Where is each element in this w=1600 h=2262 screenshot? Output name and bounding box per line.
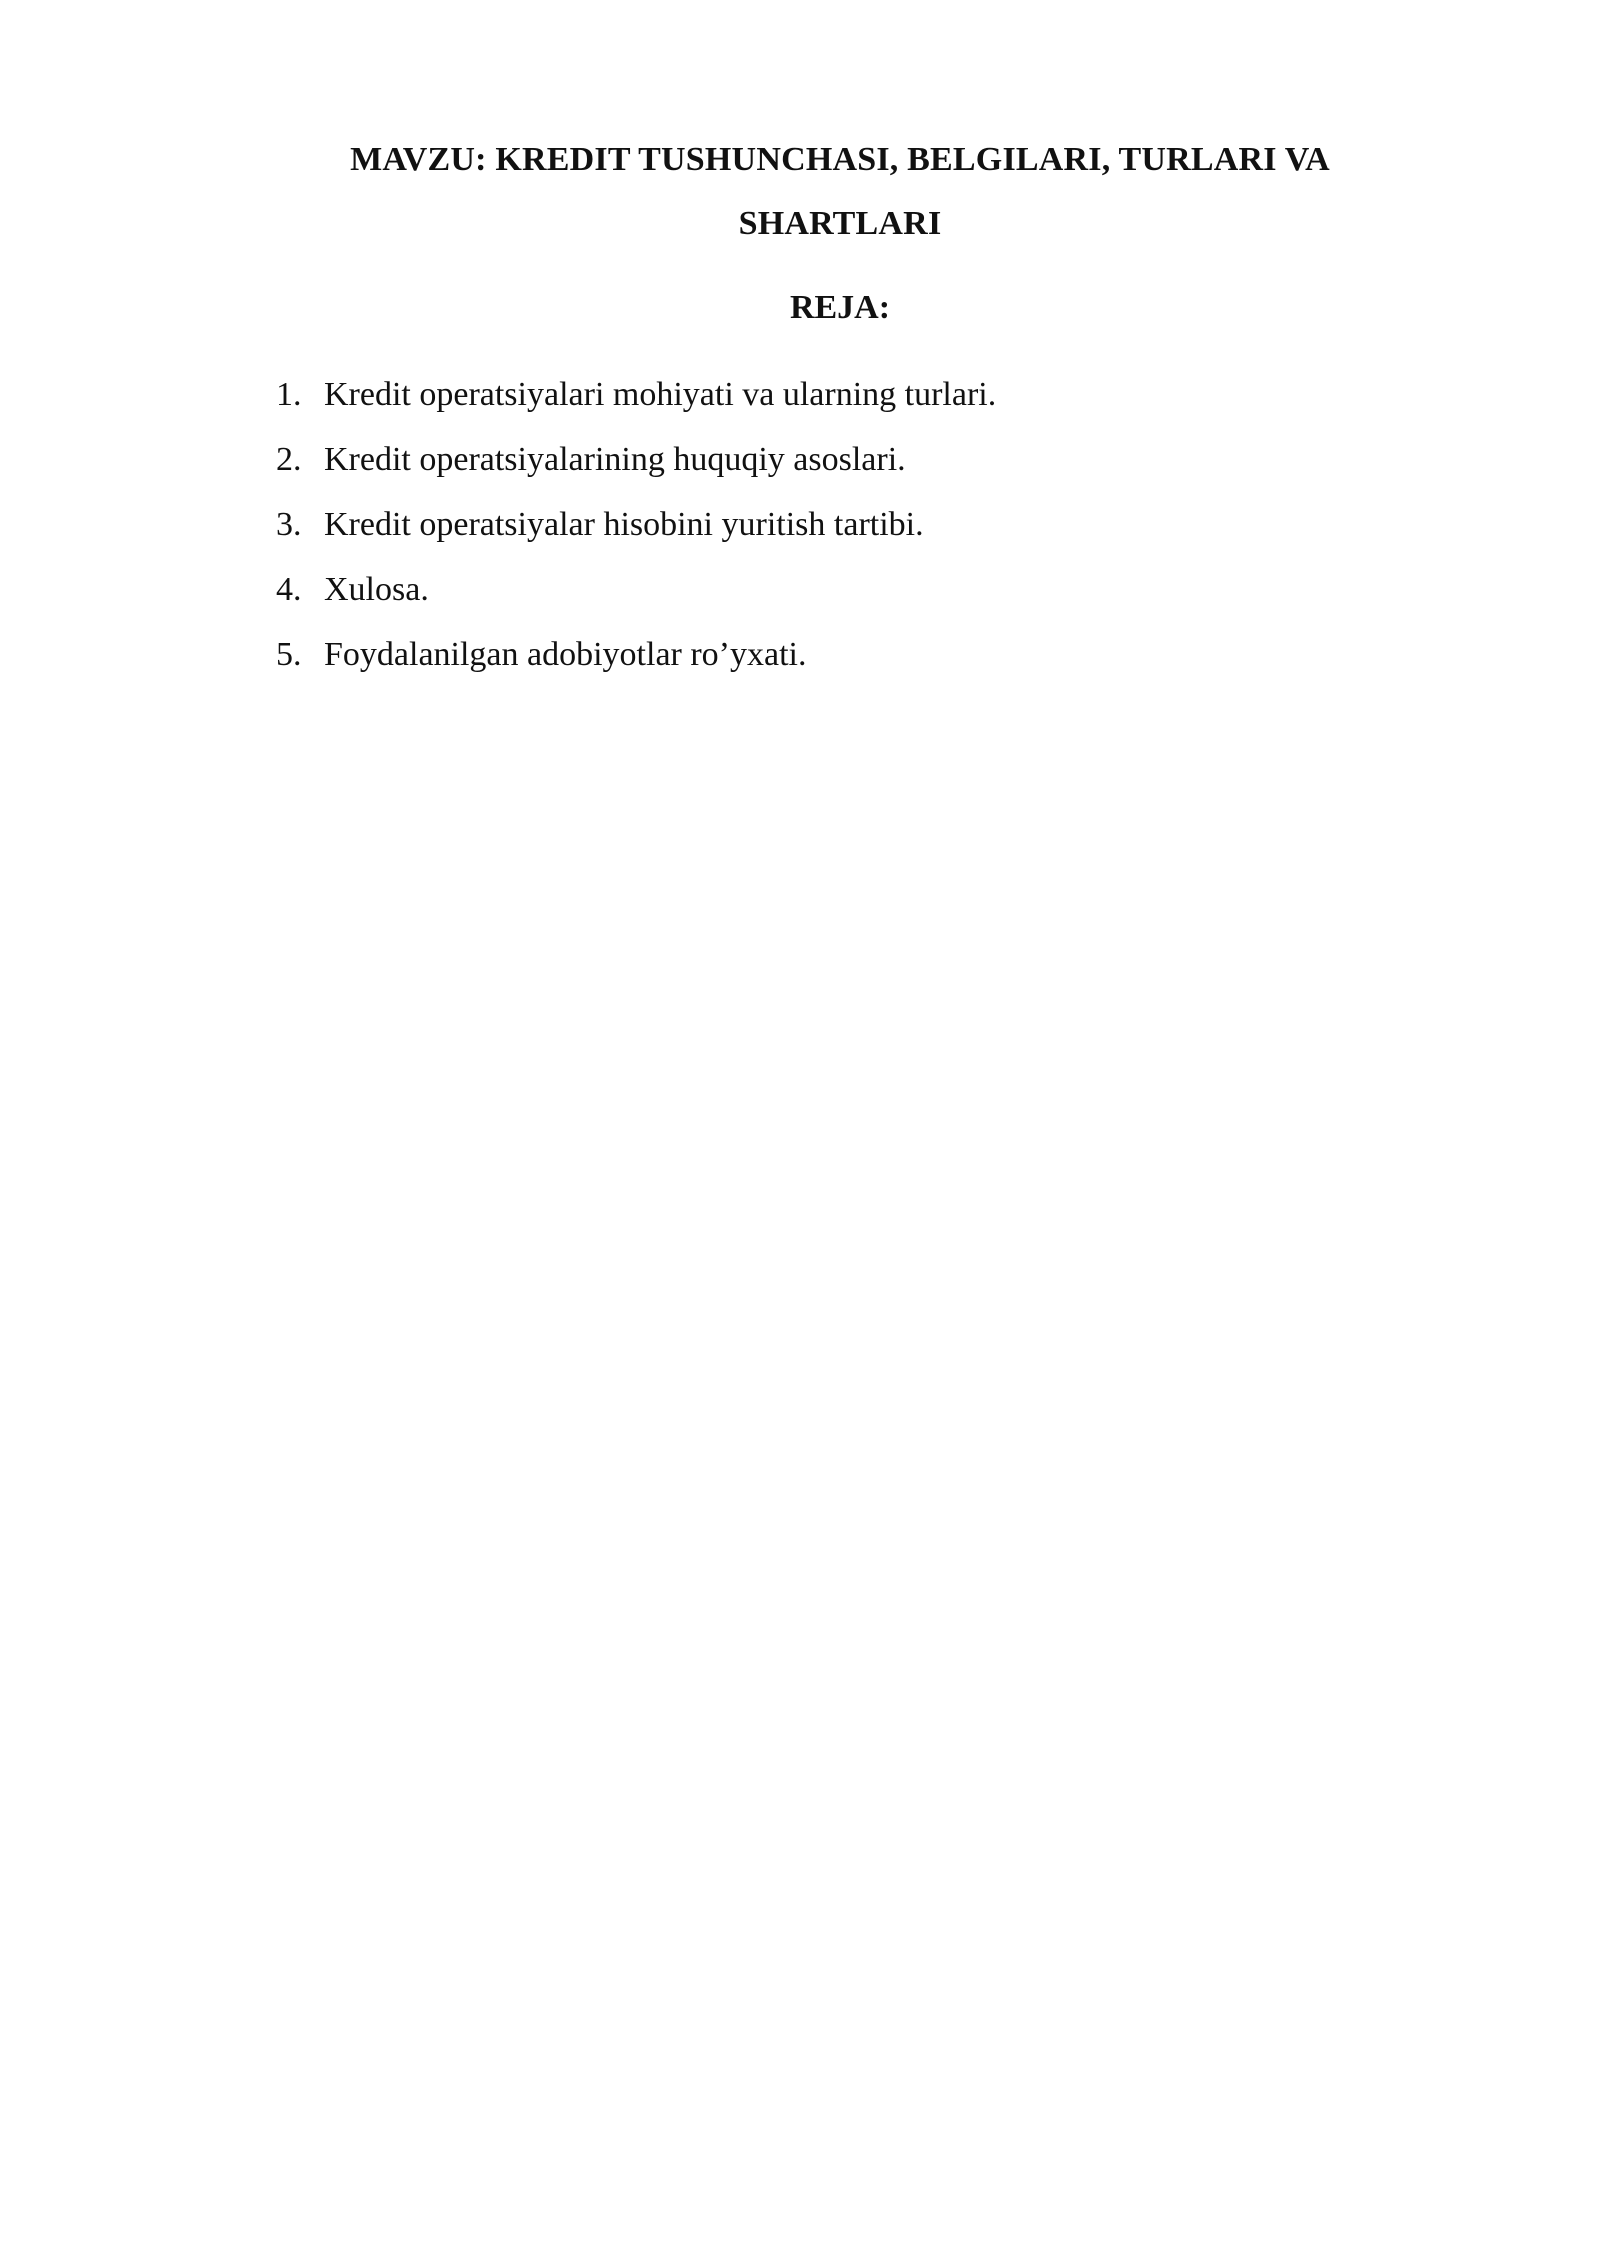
- plan-item-text: Kredit operatsiyalarining huquqiy asoslari.: [324, 441, 906, 478]
- plan-item-number: 2.: [276, 441, 302, 478]
- plan-item-text: Xulosa.: [324, 571, 429, 608]
- plan-item-text: Foydalanilgan adobiyotlar ro’yxati.: [324, 636, 807, 673]
- plan-item-text: Kredit operatsiyalar hisobini yuritish tartibi.: [324, 506, 924, 543]
- plan-item-number: 5.: [276, 636, 302, 673]
- plan-item-5: [270, 622, 1410, 687]
- plan-item-number: 3.: [276, 506, 302, 543]
- plan-item-4: [270, 557, 1410, 622]
- plan-item-text: Kredit operatsiyalari mohiyati va ularning turlari.: [324, 376, 997, 413]
- plan-item-3: [270, 492, 1410, 557]
- plan-item-number: 4.: [276, 571, 302, 608]
- plan-item-1: [270, 362, 1410, 427]
- plan-item-number: 1.: [276, 376, 302, 413]
- plan-heading: REJA:: [789, 289, 891, 326]
- plan-list: [270, 362, 1410, 687]
- page-content: [270, 128, 1410, 687]
- plan-item-2: [270, 427, 1410, 492]
- document-title: MAVZU: KREDIT TUSHUNCHASI, BELGILARI, TURLARI VA SHARTLARI: [350, 141, 1330, 242]
